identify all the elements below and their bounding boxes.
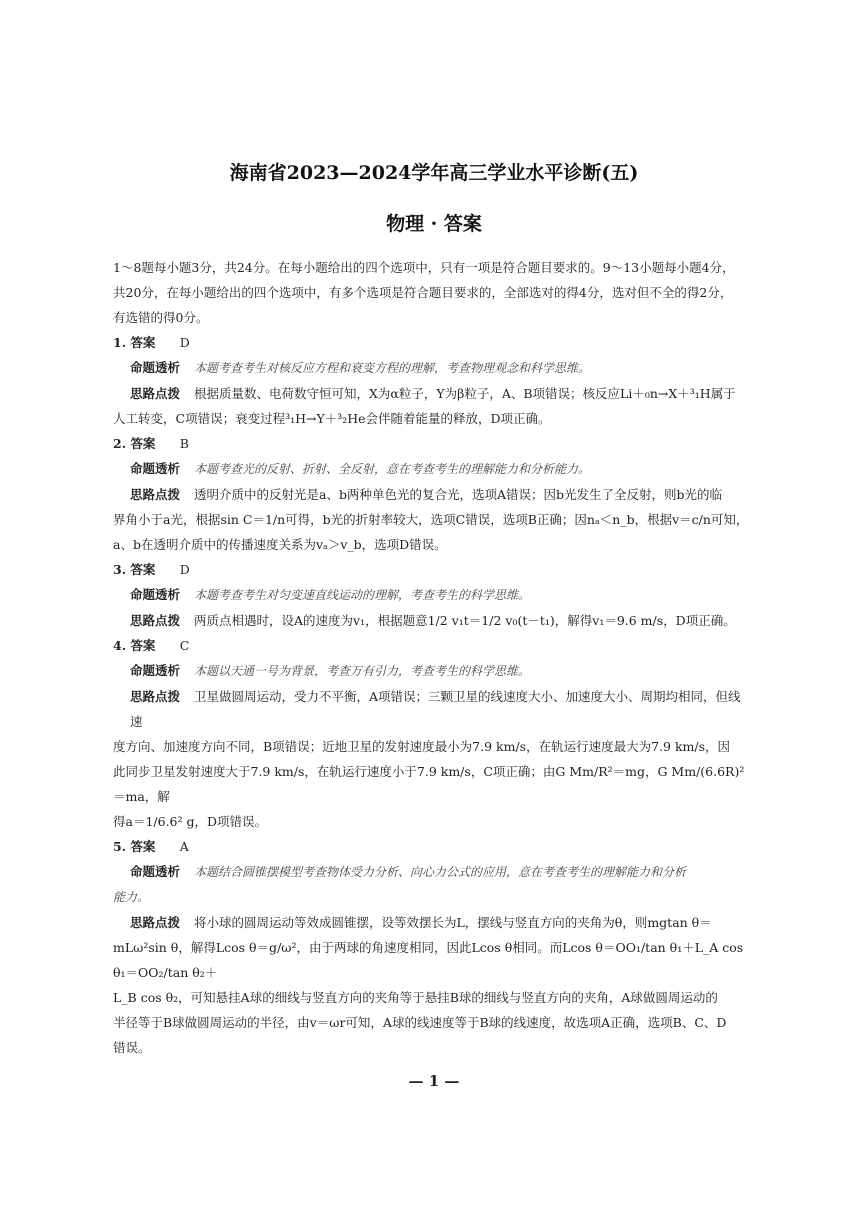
question-header: 2. 答案 B — [113, 436, 189, 451]
hint-line: mLω²sin θ，解得Lcos θ＝g/ω²，由于两球的角速度相同，因此Lcos θ相同。而Lcos θ＝OO₁/tan θ₁＋L_A cos θ₁＝OO₂/tan θ₂＋ — [113, 940, 744, 980]
hint-line: 错误。 — [113, 1040, 151, 1055]
intro-line: 1～8题每小题3分，共24分。在每小题给出的四个选项中，只有一项是符合题目要求的。9～13小题每小题4分， — [113, 260, 735, 275]
answer-value: C — [179, 638, 190, 653]
hint-row: 思路点拨 卫星做圆周运动，受力不平衡，A项错误；三颗卫星的线速度大小、加速度大小、周期均相同，但线速 — [130, 689, 741, 729]
hint-row: 思路点拨 两质点相遇时，设A的速度为v₁，根据题意1/2 v₁t＝1/2 v₀(t－t₁)，解得v₁＝9.6 m/s，D项正确。 — [130, 613, 736, 628]
intro-line: 有选错的得0分。 — [113, 310, 209, 325]
hint-line: a、b在透明介质中的传播速度关系为vₐ＞v_b，选项D错误。 — [113, 537, 447, 552]
hint-row: 思路点拨 将小球的圆周运动等效成圆锥摆，设等效摆长为L，摆线与竖直方向的夹角为θ，则mgtan θ＝ — [130, 915, 712, 930]
hint-line: 得a＝1/6.6² g，D项错误。 — [113, 814, 268, 829]
content-body — [113, 255, 753, 1060]
analysis-row: 命题透析 本题以天通一号为背景，考查万有引力，考查考生的科学思维。 — [130, 663, 531, 678]
analysis-row: 命题透析 本题结合圆锥摆模型考查物体受力分析、向心力公式的应用，意在考查考生的理解能力和分析 — [130, 864, 687, 879]
analysis-row: 命题透析 本题考查考生对核反应方程和衰变方程的理解，考查物理观念和科学思维。 — [130, 360, 591, 375]
question-header: 3. 答案 D — [113, 562, 190, 577]
analysis-row: 命题透析 本题考查光的反射、折射、全反射，意在考查考生的理解能力和分析能力。 — [130, 461, 591, 476]
page-title: 海南省2023—2024学年高三学业水平诊断(五) — [229, 162, 639, 184]
intro-line: 共20分，在每小题给出的四个选项中，有多个选项是符合题目要求的，全部选对的得4分，选对但不全的得2分， — [113, 285, 733, 300]
analysis-row: 命题透析 本题考查考生对匀变速直线运动的理解，考查考生的科学思维。 — [130, 587, 531, 602]
answer-value: D — [179, 335, 190, 350]
question-header: 5. 答案 A — [113, 839, 189, 854]
hint-line: L_B cos θ₂，可知悬挂A球的细线与竖直方向的夹角等于悬挂B球的细线与竖直方向的夹角，A球做圆周运动的 — [113, 990, 718, 1005]
analysis-line: 能力。 — [113, 890, 150, 904]
hint-line: 界角小于a光，根据sin C＝1/n可得，b光的折射率较大，选项C错误，选项B正确；因nₐ＜n_b，根据v＝c/n可知， — [113, 512, 749, 527]
hint-row: 思路点拨 透明介质中的反射光是a、b两种单色光的复合光，选项A错误；因b光发生了全反射，则b光的临 — [130, 487, 722, 502]
question-header: 1. 答案 D — [113, 335, 190, 350]
answer-value: B — [179, 436, 189, 451]
hint-line: 人工转变，C项错误；衰变过程³₁H→Y＋³₂He会伴随着能量的释放，D项正确。 — [113, 411, 551, 426]
question-header: 4. 答案 C — [113, 638, 190, 653]
page-number: — 1 — — [408, 1072, 460, 1090]
hint-line: 度方向、加速度方向不同，B项错误；近地卫星的发射速度最小为7.9 km/s，在轨运行速度最大为7.9 km/s，因 — [113, 739, 731, 754]
hint-row: 思路点拨 根据质量数、电荷数守恒可知，X为α粒子，Y为β粒子，A、B项错误；核反应Li＋₀n→X＋³₁H属于 — [130, 386, 736, 401]
answer-value: A — [179, 839, 189, 854]
page-subtitle: 物理 · 答案 — [386, 213, 482, 235]
answer-value: D — [179, 562, 190, 577]
hint-line: 此同步卫星发射速度大于7.9 km/s，在轨运行速度小于7.9 km/s，C项正确；由G Mm/R²＝mg，G Mm/(6.6R)²＝ma，解 — [113, 764, 745, 804]
hint-line: 半径等于B球做圆周运动的半径，由v＝ωr可知，A球的线速度等于B球的线速度，故选项A正确，选项B、C、D — [113, 1015, 727, 1030]
